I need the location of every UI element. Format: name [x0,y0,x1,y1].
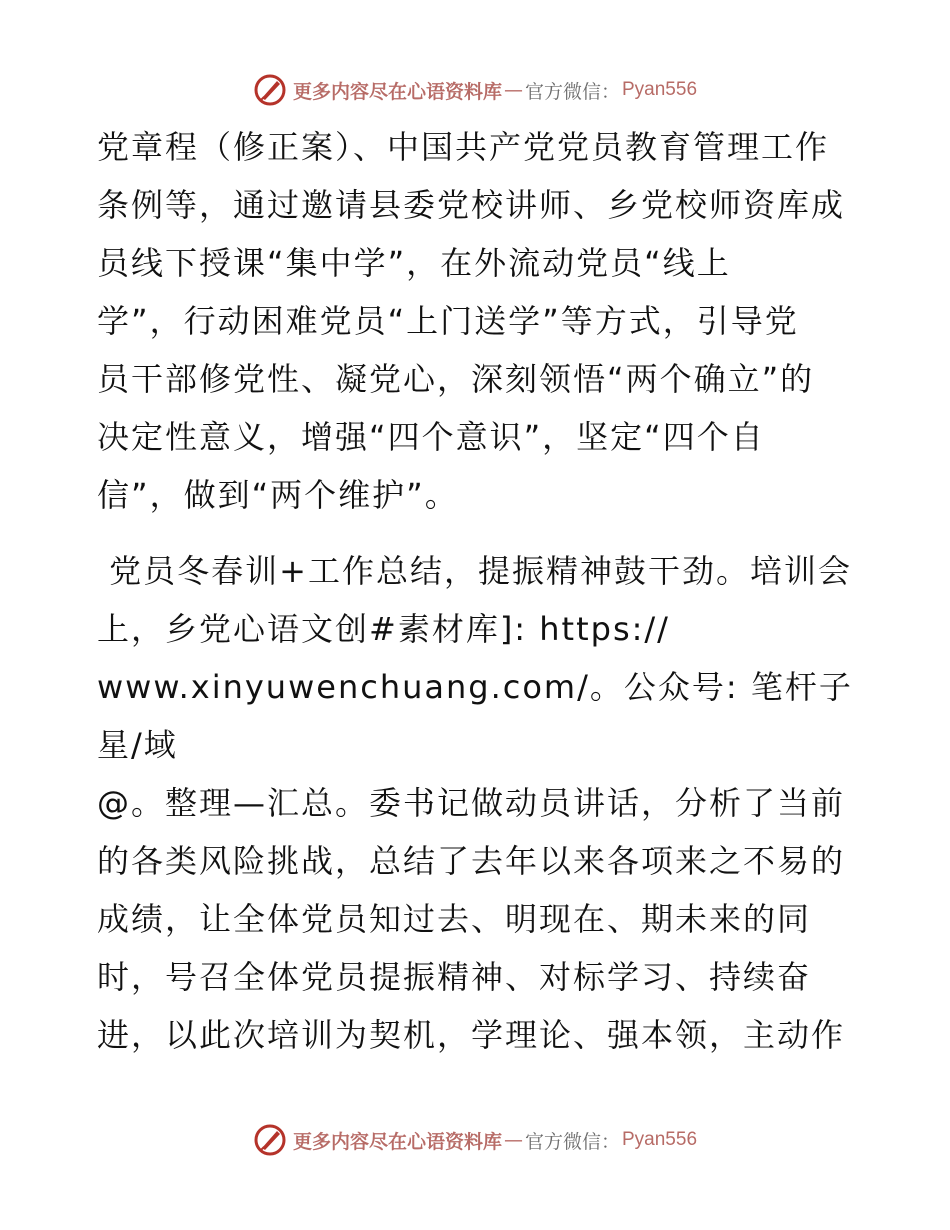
paragraph-2 [97,542,857,1064]
banner-official-label: 官方微信： [524,80,620,103]
text-line: 的各类风险挑战，总结了去年以来各项来之不易的 [97,842,846,880]
text-line: 员干部修党性、凝党心，深刻领悟“两个确立”的 [97,360,815,398]
text-line: 上，乡党心语文创#素材库]: https:// [97,610,670,648]
banner-text [293,77,697,104]
text-line: 进，以此次培训为契机，学理论、强本领，主动作 [97,1016,846,1054]
banner-text [293,1127,697,1154]
text-line: 信”，做到“两个维护”。 [97,476,459,514]
banner-slogan: 更多内容尽在心语资料库 [292,1130,502,1153]
banner-slogan: 更多内容尽在心语资料库 [292,80,502,103]
text-line: 条例等，通过邀请县委党校讲师、乡党校师资库成 [97,186,846,224]
text-line: 成绩，让全体党员知过去、明现在、期未来的同 [97,900,812,938]
text-line: 员线下授课“集中学”，在外流动党员“线上 [97,244,731,282]
header-watermark-banner [0,70,950,110]
text-line: 党章程（修正案）、中国共产党党员教育管理工作 [97,128,830,166]
text-line: 学”，行动困难党员“上门送学”等方式，引导党 [97,302,799,340]
footer-watermark-banner [0,1120,950,1160]
quill-pen-icon [253,73,287,107]
text-line: 决定性意义，增强“四个意识”，坚定“四个自 [97,418,765,456]
text-line: www.xinyuwenchuang.com/。公众号: 笔杆子星/域 [97,668,853,764]
text-line: @。整理—汇总。委书记做动员讲话，分析了当前 [97,784,846,822]
banner-dash: — [503,1129,523,1151]
banner-wechat-id: Pyan556 [622,79,698,100]
paragraph-1 [97,118,857,524]
banner-wechat-id: Pyan556 [622,1129,698,1150]
text-line: 党员冬春训+工作总结，提振精神鼓干劲。培训会 [97,552,852,590]
quill-pen-icon [253,1123,287,1157]
text-line: 时，号召全体党员提振精神、对标学习、持续奋 [97,958,812,996]
document-body [97,118,857,1064]
banner-dash: — [503,79,523,101]
banner-official-label: 官方微信： [524,1130,620,1153]
